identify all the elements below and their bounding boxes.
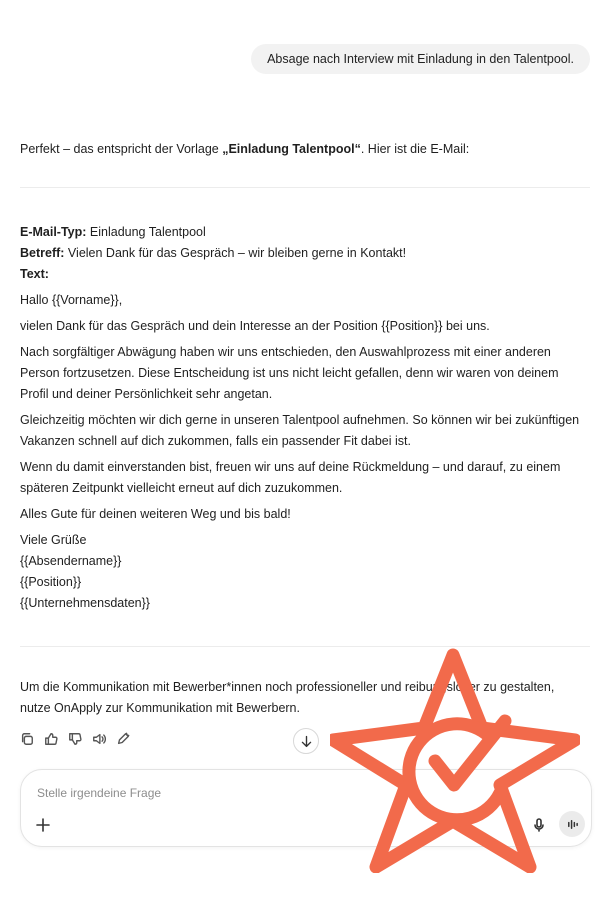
thumbs-down-icon[interactable] xyxy=(66,730,83,747)
message-composer[interactable] xyxy=(20,769,592,847)
email-content xyxy=(20,222,580,614)
email-signature-line: {{Unternehmensdaten}} xyxy=(20,596,150,610)
email-signature-line: {{Position}} xyxy=(20,575,82,589)
divider xyxy=(20,646,590,647)
user-message-bubble: Absage nach Interview mit Einladung in den Talentpool. xyxy=(251,44,590,74)
email-greeting: Hallo {{Vorname}}, xyxy=(20,293,123,307)
voice-mode-button[interactable] xyxy=(559,811,585,837)
copy-icon[interactable] xyxy=(18,730,35,747)
email-text-label-line xyxy=(20,264,580,285)
email-type-label: E-Mail-Typ: xyxy=(20,225,87,239)
email-signature-line: Viele Grüße xyxy=(20,533,87,547)
email-paragraph: vielen Dank für das Gespräch und dein Interesse an der Position {{Position}} bei uns. xyxy=(20,319,490,333)
email-subject-label: Betreff: xyxy=(20,246,65,260)
intro-prefix: Perfekt – das entspricht der Vorlage xyxy=(20,142,223,156)
composer-placeholder: Stelle irgendeine Frage xyxy=(37,786,162,800)
speaker-icon[interactable] xyxy=(90,730,107,747)
email-paragraph: Wenn du damit einverstanden bist, freuen wir uns auf deine Rückmeldung – und darauf, zu einem späteren Zeitpunkt vielleicht erneut auf dich zuzukommen. xyxy=(20,460,561,495)
voice-mode-icon xyxy=(566,818,579,831)
email-type-value: Einladung Talentpool xyxy=(86,225,206,239)
email-signature-line: {{Absendername}} xyxy=(20,554,122,568)
thumbs-up-icon[interactable] xyxy=(42,730,59,747)
intro-template-name: „Einladung Talentpool“ xyxy=(222,142,361,156)
assistant-outro: Um die Kommunikation mit Bewerber*innen noch professioneller und reibungsloser zu gestalten, nutze OnApply zur Kommunikation mit Bewerbern. xyxy=(20,680,555,715)
email-paragraph: Gleichzeitig möchten wir dich gerne in unseren Talentpool aufnehmen. So können wir bei zukünftigen Vakanzen schnell auf dich zukommen, falls ein passender Fit dabei ist. xyxy=(20,413,580,448)
microphone-icon[interactable] xyxy=(532,818,546,832)
arrow-down-icon xyxy=(300,735,313,748)
intro-suffix: . Hier ist die E-Mail: xyxy=(360,142,470,156)
message-actions xyxy=(18,730,131,747)
plus-icon[interactable] xyxy=(34,816,52,834)
email-paragraph: Alles Gute für deinen weiteren Weg und bis bald! xyxy=(20,507,291,521)
email-paragraph: Nach sorgfältiger Abwägung haben wir uns entschieden, den Auswahlprozess mit einer anderen Person fortzusetzen. Diese Entscheidung ist uns nicht leicht gefallen, denn wir waren von deinem Profil und deiner Persönlichkeit sehr angetan. xyxy=(20,345,559,401)
assistant-intro xyxy=(20,142,580,156)
divider xyxy=(20,187,590,188)
edit-icon[interactable] xyxy=(114,730,131,747)
email-subject-value: Vielen Dank für das Gespräch – wir bleiben gerne in Kontakt! xyxy=(64,246,407,260)
email-subject-line xyxy=(20,243,580,264)
email-text-label: Text: xyxy=(20,267,49,281)
email-type-line xyxy=(20,222,580,243)
scroll-down-button[interactable] xyxy=(293,728,319,754)
